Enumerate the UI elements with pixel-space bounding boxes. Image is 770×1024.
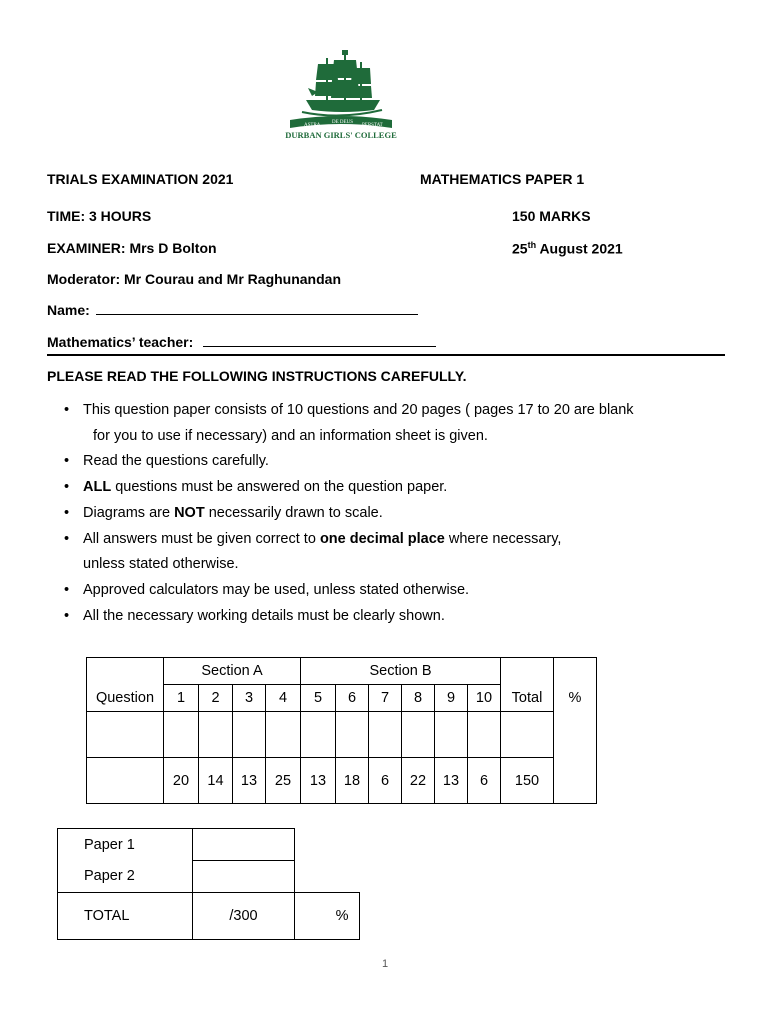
exam-marks: 150 MARKS	[512, 208, 591, 224]
question-number: 5	[301, 685, 336, 712]
score-cell[interactable]	[369, 712, 402, 758]
instructions-heading: PLEASE READ THE FOLLOWING INSTRUCTIONS CAREFULLY.	[47, 368, 467, 384]
paper1-score[interactable]	[193, 829, 295, 861]
name-row	[47, 302, 418, 318]
total-percent: %	[295, 893, 360, 940]
score-cell[interactable]	[435, 712, 468, 758]
total-max-mark: 150	[501, 758, 554, 804]
score-cell[interactable]	[87, 712, 164, 758]
max-mark: 6	[468, 758, 501, 804]
percent-cell[interactable]	[554, 712, 597, 804]
question-number: 8	[402, 685, 435, 712]
score-cell[interactable]	[301, 712, 336, 758]
score-cell[interactable]	[468, 712, 501, 758]
teacher-label: Mathematics’ teacher:	[47, 334, 194, 350]
score-cell[interactable]	[402, 712, 435, 758]
table-cell	[295, 861, 360, 893]
totals-table	[57, 828, 360, 940]
instructions-list	[62, 398, 742, 629]
question-number: 10	[468, 685, 501, 712]
paper2-score[interactable]	[193, 861, 295, 893]
table-cell	[295, 829, 360, 861]
list-item: • Read the questions carefully.	[62, 449, 742, 475]
max-mark: 20	[164, 758, 199, 804]
paper-title: MATHEMATICS PAPER 1	[420, 171, 585, 187]
marks-table	[86, 657, 597, 804]
section-a-header: Section A	[164, 658, 301, 685]
list-item: • Approved calculators may be used, unless stated otherwise.	[62, 578, 742, 604]
score-cell[interactable]	[164, 712, 199, 758]
max-mark: 14	[199, 758, 233, 804]
page-number: 1	[381, 958, 389, 970]
name-field[interactable]	[96, 302, 418, 315]
max-mark: 22	[402, 758, 435, 804]
svg-text:ASTRA: ASTRA	[304, 123, 321, 128]
name-label: Name:	[47, 302, 90, 318]
svg-text:DE DEUS: DE DEUS	[332, 120, 353, 125]
question-label: Question	[87, 685, 164, 712]
question-number: 7	[369, 685, 402, 712]
max-mark: 13	[233, 758, 266, 804]
question-number: 9	[435, 685, 468, 712]
teacher-row	[47, 334, 436, 350]
header-divider	[47, 354, 725, 356]
question-number: 1	[164, 685, 199, 712]
total-label: Total	[501, 685, 554, 712]
ship-crest-icon	[282, 48, 400, 140]
question-number: 2	[199, 685, 233, 712]
max-mark: 13	[435, 758, 468, 804]
question-number: 4	[266, 685, 301, 712]
teacher-field[interactable]	[203, 334, 436, 347]
paper1-label: Paper 1	[58, 829, 193, 861]
score-cell[interactable]	[266, 712, 301, 758]
max-mark: 6	[369, 758, 402, 804]
school-logo	[282, 48, 400, 140]
score-cell[interactable]	[233, 712, 266, 758]
list-item: • This question paper consists of 10 questions and 20 pages ( pages 17 to 20 are blank for you to use if necessary) and an information sheet is given.	[62, 398, 742, 449]
score-cell[interactable]	[501, 712, 554, 758]
list-item: • Diagrams are NOT necessarily drawn to scale.	[62, 501, 742, 527]
table-cell	[87, 658, 164, 685]
percent-label: %	[554, 685, 597, 712]
table-cell	[501, 658, 554, 685]
max-mark: 25	[266, 758, 301, 804]
exam-date: 25th August 2021	[512, 240, 623, 257]
svg-text:DURBAN GIRLS' COLLEGE: DURBAN GIRLS' COLLEGE	[285, 130, 397, 140]
list-item: • All answers must be given correct to one decimal place where necessary, unless stated otherwise.	[62, 527, 742, 578]
moderator: Moderator: Mr Courau and Mr Raghunandan	[47, 271, 341, 287]
question-number: 6	[336, 685, 369, 712]
paper2-label: Paper 2	[58, 861, 193, 893]
table-cell	[554, 658, 597, 685]
exam-title: TRIALS EXAMINATION 2021	[47, 171, 234, 187]
max-mark: 13	[301, 758, 336, 804]
max-mark: 18	[336, 758, 369, 804]
list-item: • All the necessary working details must be clearly shown.	[62, 604, 742, 630]
total-out-of: /300	[193, 893, 295, 940]
examiner: EXAMINER: Mrs D Bolton	[47, 240, 217, 256]
total-label: TOTAL	[58, 893, 193, 940]
score-cell[interactable]	[199, 712, 233, 758]
question-number: 3	[233, 685, 266, 712]
table-cell	[87, 758, 164, 804]
exam-time: TIME: 3 HOURS	[47, 208, 152, 224]
score-cell[interactable]	[336, 712, 369, 758]
section-b-header: Section B	[301, 658, 501, 685]
svg-text:PERSTAT: PERSTAT	[362, 123, 383, 128]
list-item: • ALL questions must be answered on the question paper.	[62, 475, 742, 501]
